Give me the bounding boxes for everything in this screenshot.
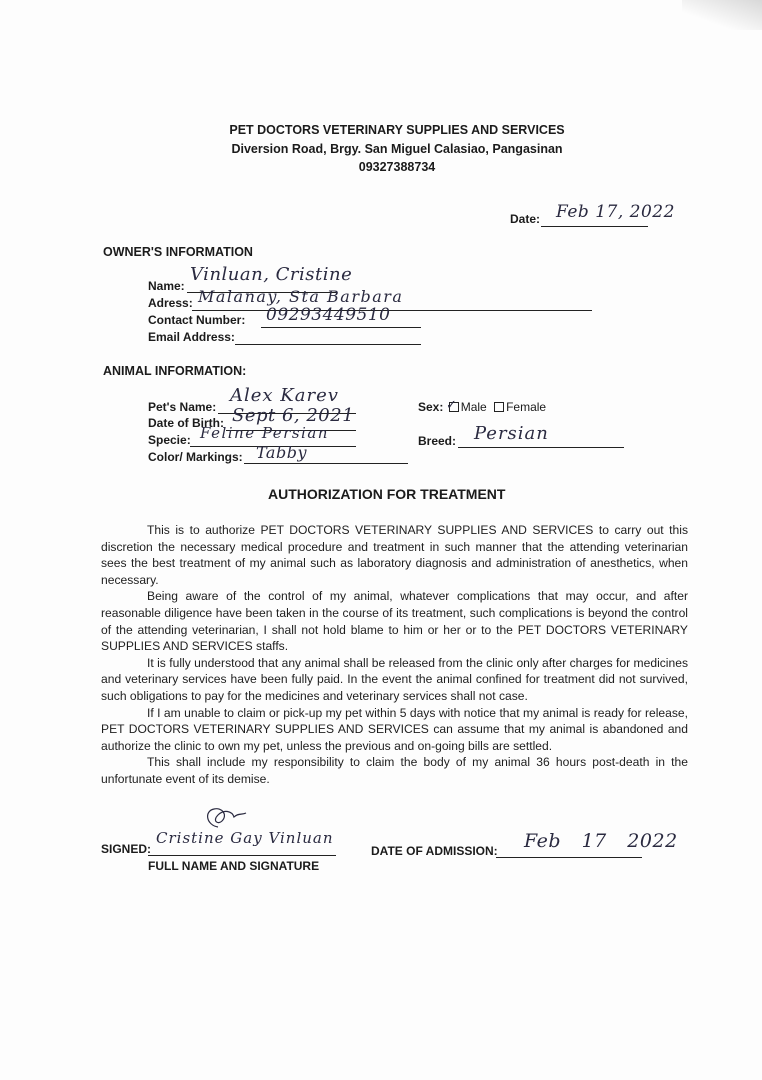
authorization-paragraph: It is fully understood that any animal shall be released from the clinic only after charges for medicines and veterinary services have been fully paid. In the event the animal confined for treatment did not survived, such obligations to pay for the medicines and veterinary services shall not case. xyxy=(101,655,688,703)
date-value: Feb 17, 2022 xyxy=(556,202,675,222)
owner-email-line xyxy=(235,344,421,345)
color-line xyxy=(244,463,408,464)
date-line xyxy=(541,226,648,227)
sex-male-option: Male xyxy=(460,400,487,414)
authorization-title: AUTHORIZATION FOR TREATMENT xyxy=(268,486,506,502)
owner-contact-value: 09293449510 xyxy=(266,305,391,325)
owner-address-label: Adress: xyxy=(148,296,193,310)
signed-value: Cristine Gay Vinluan xyxy=(156,829,334,847)
signed-label: SIGNED: xyxy=(101,842,152,856)
owner-name-label: Name: xyxy=(148,279,185,293)
admission-date-value: Feb 17 2022 xyxy=(524,830,678,852)
admission-date-line xyxy=(496,857,642,858)
sex-label: Sex: xyxy=(418,400,444,414)
owner-address-value: Malanay, Sta Barbara xyxy=(198,287,404,306)
owner-email-label: Email Address: xyxy=(148,330,235,344)
breed-label: Breed: xyxy=(418,434,457,448)
authorization-paragraph: This shall include my responsibility to claim the body of my animal 36 hours post-death in the unfortunate event of its demise. xyxy=(101,755,688,786)
authorization-body xyxy=(101,522,688,788)
owner-contact-line xyxy=(261,327,421,328)
pet-name-label: Pet's Name: xyxy=(148,400,217,414)
owner-address-line xyxy=(192,310,592,311)
sex-female-option: Female xyxy=(506,400,547,414)
breed-line xyxy=(458,447,624,448)
color-value: Tabby xyxy=(256,443,307,462)
sex-field xyxy=(418,400,546,414)
dob-label: Date of Birth: xyxy=(148,416,224,430)
authorization-paragraph: Being aware of the control of my animal, whatever complications that may occur, and after reasonable diligence have been taken in the course of its treatment, such complications is beyond the control of the attending veterinarian, I shall not hold blame to him or her or to the PET DOCTORS VETERINARY SUPPLIES AND SERVICES staffs. xyxy=(101,589,688,654)
scan-shadow xyxy=(682,0,762,30)
pet-name-value: Alex Karev xyxy=(230,385,339,406)
breed-value: Persian xyxy=(474,423,549,444)
date-label: Date: xyxy=(510,212,541,226)
company-address: Diversion Road, Brgy. San Miguel Calasiao, Pangasinan xyxy=(231,142,563,156)
animal-section-title: ANIMAL INFORMATION: xyxy=(103,364,247,378)
owner-name-value: Vinluan, Cristine xyxy=(190,264,353,285)
color-label: Color/ Markings: xyxy=(148,450,243,464)
authorization-paragraph: If I am unable to claim or pick-up my pet within 5 days with notice that my animal is ready for release, PET DOCTORS VETERINARY SUPPLIES AND SERVICES can assume that my animal is abandoned and authorize the clinic to own my pet, unless the previous and on-going bills are settled. xyxy=(101,705,688,753)
admission-date-label: DATE OF ADMISSION: xyxy=(371,844,498,858)
dob-value: Sept 6, 2021 xyxy=(232,405,355,426)
signature-caption: FULL NAME AND SIGNATURE xyxy=(148,859,320,873)
owner-section-title: OWNER'S INFORMATION xyxy=(103,245,253,259)
specie-value: Feline Persian xyxy=(200,424,329,442)
signature-line xyxy=(148,855,336,856)
owner-contact-label: Contact Number: xyxy=(148,313,246,327)
female-checkbox[interactable] xyxy=(494,402,504,412)
male-checkmark-icon: ✓ xyxy=(446,398,457,413)
company-phone: 09327388734 xyxy=(358,160,436,174)
authorization-paragraph: This is to authorize PET DOCTORS VETERINARY SUPPLIES AND SERVICES to carry out this discretion the necessary medical procedure and treatment in such manner that the attending veterinarian sees the best treatment of my animal such as laboratory diagnosis and administration of anesthetics, when necessary. xyxy=(101,523,688,587)
company-name: PET DOCTORS VETERINARY SUPPLIES AND SERVICES xyxy=(229,123,565,137)
specie-label: Specie: xyxy=(148,433,191,447)
